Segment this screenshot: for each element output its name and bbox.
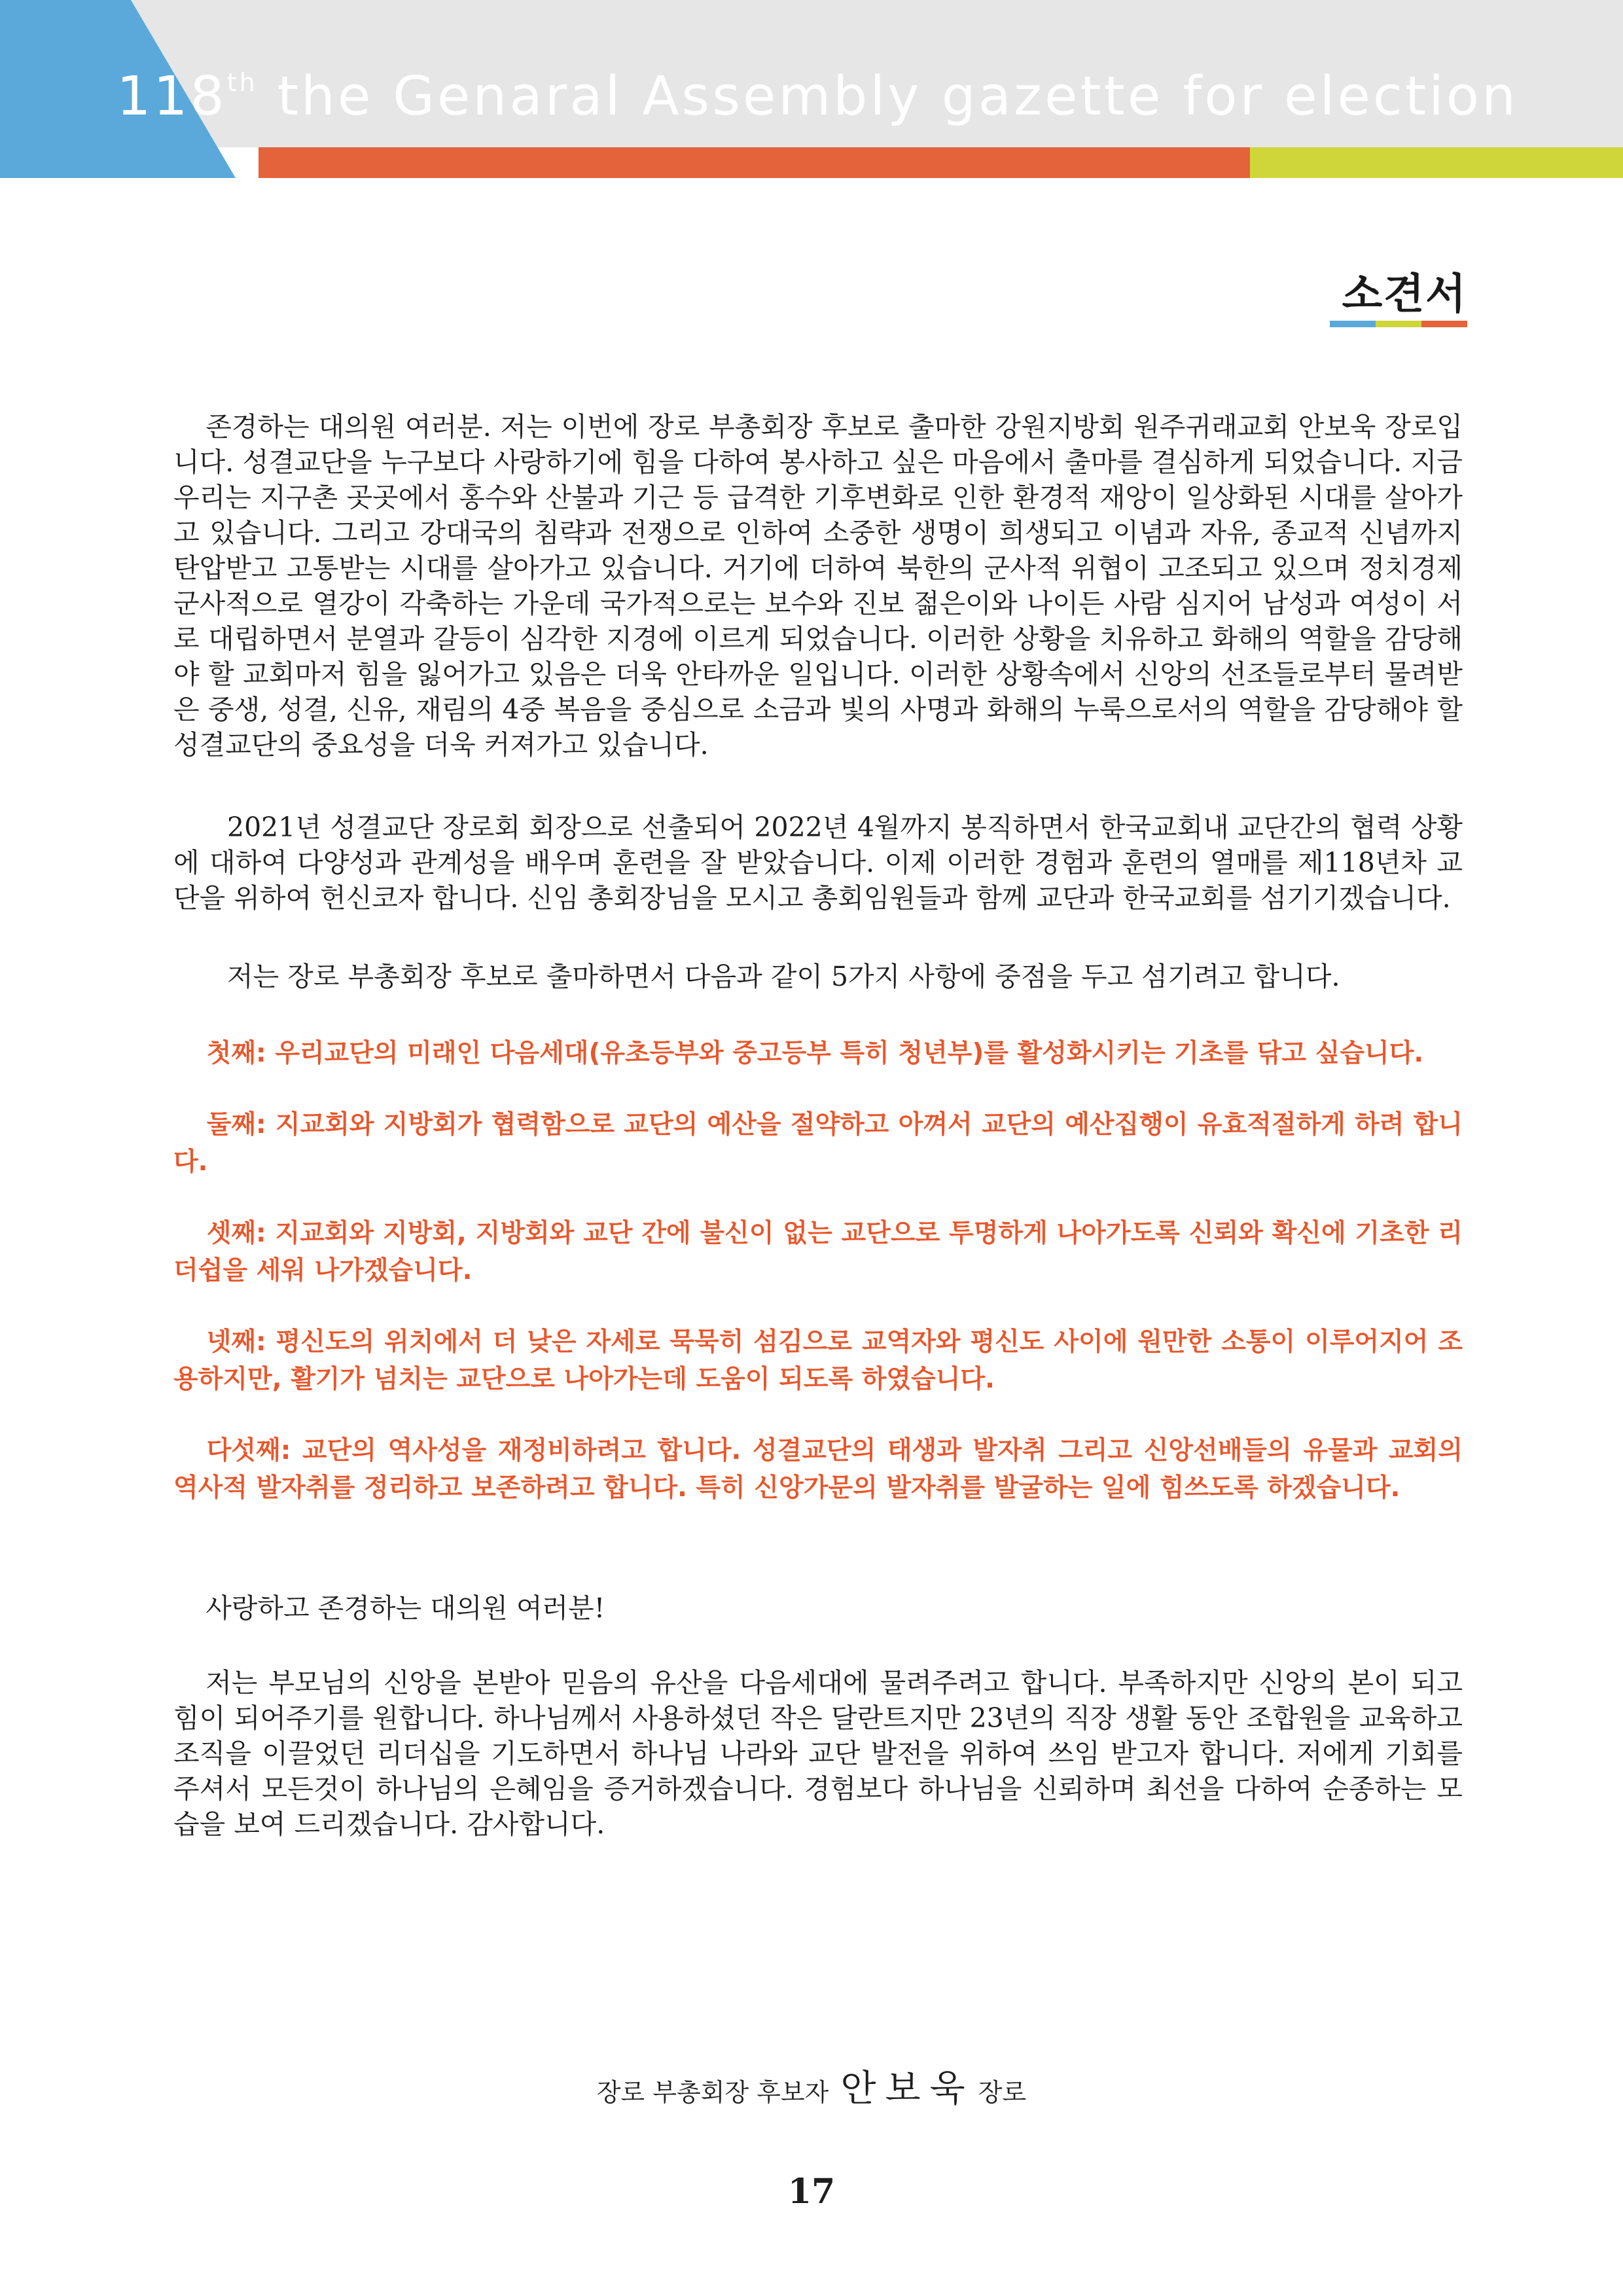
title-underline: [1330, 321, 1467, 327]
title-underline-blue: [1330, 321, 1376, 327]
title-underline-orange: [1421, 321, 1467, 327]
closing-paragraph: 저는 부모님의 신앙을 본받아 믿음의 유산을 다음세대에 물려주려고 합니다. 부족하지만 신앙의 본이 되고 힘이 되어주기를 원합니다. 하나님께서 사용하셨던 작은 달란트지만 23년의 직장 생활 동안 조합원을 교육하고 조직을 이끌었던 리더십을 기도하면서 하나님 나라와 교단 발전을 위하여 쓰임 받고자 합니다. 저에게 기회를 주셔서 모든것이 하나님의 은혜임을 증거하겠습니다. 경험보다 하나님을 신뢰하며 최선을 다하여 순종하는 모습을 보여 드리겠습니다. 감사합니다.: [173, 1667, 1463, 1840]
priority-item-3: 셋째: 지교회와 지방회, 지방회와 교단 간에 불신이 없는 교단으로 투명하게 나아가도록 신뢰와 확신에 기초한 리더쉽을 세워 나가겠습니다.: [173, 1219, 1463, 1285]
signature-prefix: 장로 부총회장 후보자: [596, 2078, 829, 2107]
priority-item-4: 넷째: 평신도의 위치에서 더 낮은 자세로 묵묵히 섬김으로 교역자와 평신도 사이에 원만한 소통이 이루어지어 조용하지만, 활기가 넘치는 교단으로 나아가는데 도움이 되도록 하였습니다.: [173, 1327, 1463, 1394]
header-banner: [0, 0, 1623, 178]
priorities-intro: 저는 장로 부총회장 후보로 출마하면서 다음과 같이 5가지 사항에 중점을 두고 섬기려고 합니다.: [227, 961, 1340, 992]
page-title: 소견서: [1342, 270, 1467, 319]
priority-item-2: 둘째: 지교회와 지방회가 협력함으로 교단의 예산을 절약하고 아껴서 교단의 예산집행이 유효적절하게 하려 합니다.: [173, 1110, 1463, 1177]
banner-orange-stripe: [259, 147, 1250, 178]
signature-line: [0, 2060, 1623, 2112]
title-underline-lime: [1376, 321, 1421, 327]
gazette-title: 118th the Genaral Assembly gazette for election: [116, 65, 1518, 128]
experience-paragraph: 2021년 성결교단 장로회 회장으로 선출되어 2022년 4월까지 봉직하면서 한국교회내 교단간의 협력 상황에 대하여 다양성과 관계성을 배우며 훈련을 잘 받았습니다. 이제 이러한 경험과 훈련의 열매를 제118년차 교단을 위하여 헌신코자 합니다. 신임 총회장님을 모시고 총회임원들과 함께 교단과 한국교회를 섬기기겠습니다.: [173, 812, 1463, 914]
priority-item-1: 첫째: 우리교단의 미래인 다음세대(유초등부와 중고등부 특히 청년부)를 활성화시키는 기초를 닦고 싶습니다.: [206, 1039, 1424, 1068]
banner-lime-stripe: [1250, 147, 1623, 178]
salutation: 사랑하고 존경하는 대의원 여러분!: [205, 1592, 605, 1624]
page-number: 17: [787, 2172, 836, 2212]
priority-item-5: 다섯째: 교단의 역사성을 재정비하려고 합니다. 성결교단의 태생과 발자취 그리고 신앙선배들의 유물과 교회의 역사적 발자취를 정리하고 보존하려고 합니다. 특히 신앙가문의 발자취를 발굴하는 일에 힘쓰도록 하겠습니다.: [173, 1436, 1463, 1503]
signature-suffix: 장로: [978, 2078, 1027, 2107]
statement-body: [173, 409, 1463, 1842]
signature-name: 안보욱: [840, 2068, 974, 2110]
intro-paragraph: 존경하는 대의원 여러분. 저는 이번에 장로 부총회장 후보로 출마한 강원지방회 원주귀래교회 안보욱 장로입니다. 성결교단을 누구보다 사랑하기에 힘을 다하여 봉사하고 싶은 마음에서 출마를 결심하게 되었습니다. 지금 우리는 지구촌 곳곳에서 홍수와 산불과 기근 등 급격한 기후변화로 인한 환경적 재앙이 일상화된 시대를 살아가고 있습니다. 그리고 강대국의 침략과 전쟁으로 인하여 소중한 생명이 희생되고 이념과 자유, 종교적 신념까지 탄압받고 고통받는 시대를 살아가고 있습니다. 거기에 더하여 북한의 군사적 위협이 고조되고 있으며 정치경제 군사적으로 열강이 각축하는 가운데 국가적으로는 보수와 진보 젊은이와 나이든 사람 심지어 남성과 여성이 서로 대립하면서 분열과 갈등이 심각한 지경에 이르게 되었습니다. 이러한 상황을 치유하고 화해의 역할을 감당해야 할 교회마저 힘을 잃어가고 있음은 더욱 안타까운 일입니다. 이러한 상황속에서 신앙의 선조들로부터 물려받은 중생, 성결, 신유, 재림의 4중 복음을 중심으로 소금과 빛의 사명과 화해의 누룩으로서의 역할을 감당해야 할 성결교단의 중요성을 더욱 커져가고 있습니다.: [173, 411, 1463, 761]
